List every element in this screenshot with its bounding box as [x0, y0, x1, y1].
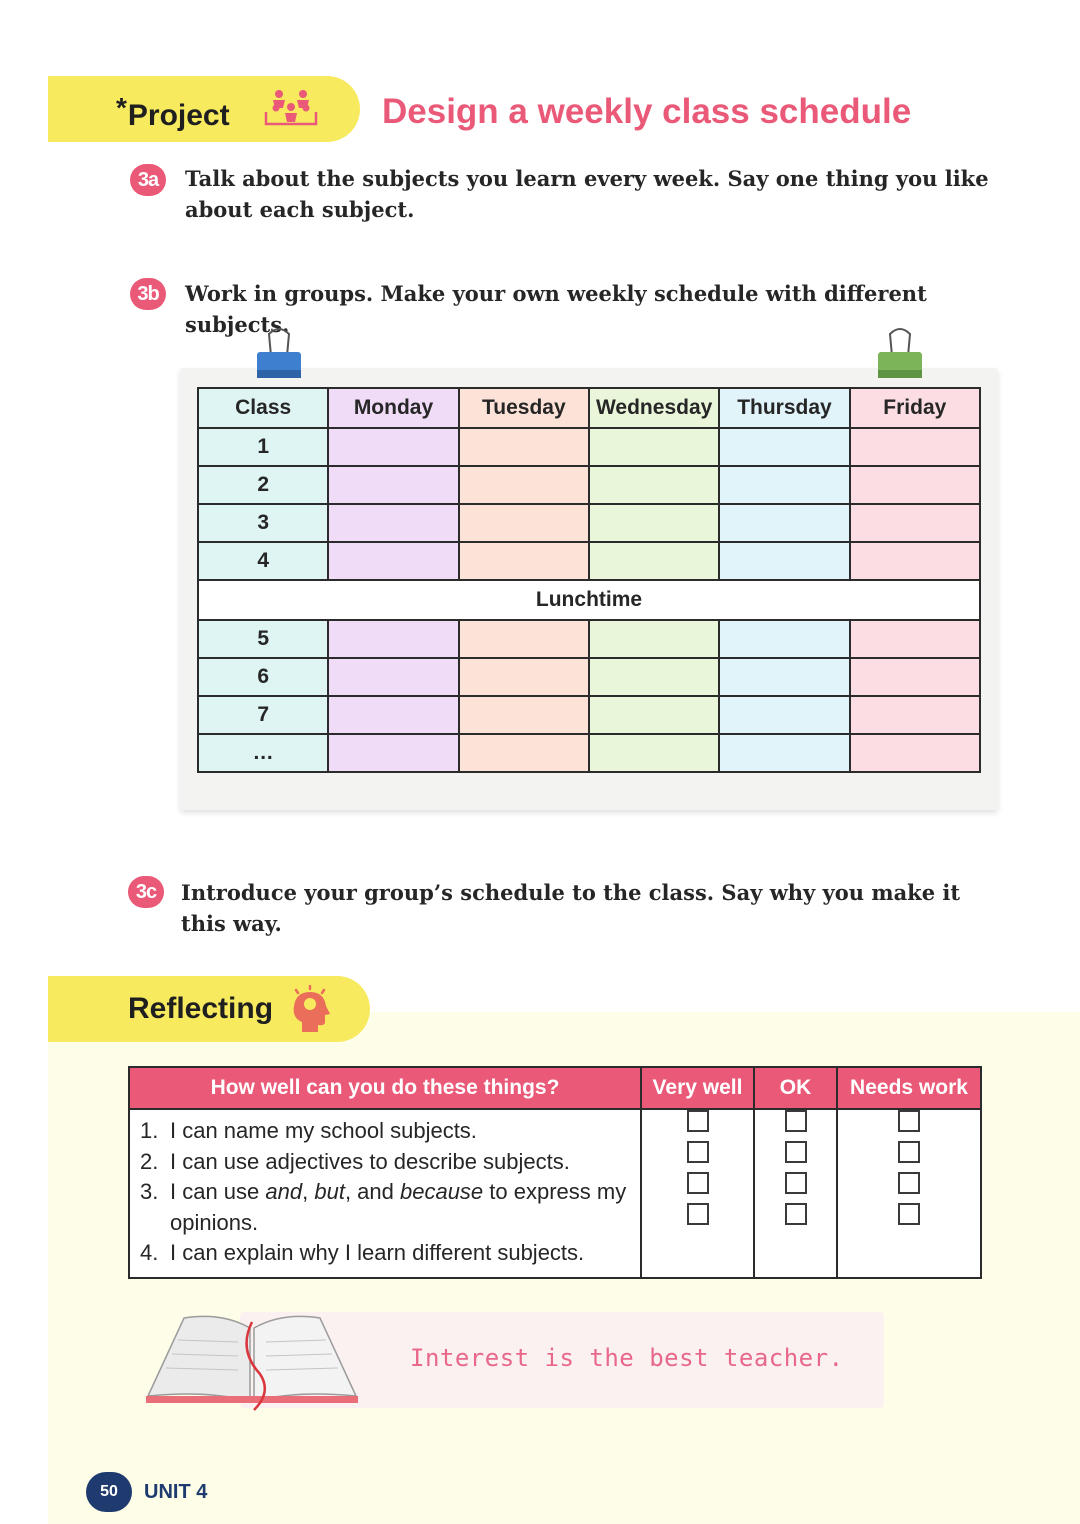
- checkbox[interactable]: [898, 1203, 920, 1225]
- schedule-cell[interactable]: [328, 696, 458, 734]
- reflecting-label: Reflecting: [128, 992, 274, 1025]
- class-number: 7: [198, 696, 328, 734]
- lunch-row: [198, 580, 980, 620]
- schedule-cell[interactable]: [459, 542, 589, 580]
- schedule-row: [198, 658, 980, 696]
- class-number: 2: [198, 466, 328, 504]
- statement-item: [140, 1238, 632, 1269]
- needs-work-checkboxes: [837, 1109, 981, 1278]
- page-number: 50: [86, 1472, 132, 1512]
- schedule-row: [198, 466, 980, 504]
- task-badge-3c: 3c: [128, 876, 164, 908]
- schedule-row: [198, 504, 980, 542]
- schedule-cell[interactable]: [459, 504, 589, 542]
- ok-checkboxes: [754, 1109, 837, 1278]
- schedule-cell[interactable]: [589, 658, 719, 696]
- task-badge-3b: 3b: [130, 278, 166, 310]
- checkbox[interactable]: [898, 1172, 920, 1194]
- class-number: 6: [198, 658, 328, 696]
- task-badge-3a: 3a: [130, 164, 166, 196]
- schedule-cell[interactable]: [459, 696, 589, 734]
- class-number: 3: [198, 504, 328, 542]
- schedule-cell[interactable]: [328, 542, 458, 580]
- schedule-cell[interactable]: [850, 428, 980, 466]
- schedule-cell[interactable]: [589, 466, 719, 504]
- checkbox[interactable]: [898, 1110, 920, 1132]
- statement-part: I can use: [170, 1179, 266, 1204]
- statement-italic-word: and: [265, 1179, 303, 1204]
- schedule-cell[interactable]: [328, 428, 458, 466]
- schedule-cell[interactable]: [589, 620, 719, 658]
- binder-clip-blue-icon: [255, 326, 303, 382]
- asterisk-mark: *: [116, 92, 127, 123]
- checkbox[interactable]: [785, 1141, 807, 1163]
- statement-number: 1.: [140, 1118, 159, 1143]
- schedule-cell[interactable]: [850, 466, 980, 504]
- schedule-row: [198, 696, 980, 734]
- statement-part: ,: [302, 1179, 315, 1204]
- statement-item: [140, 1177, 632, 1238]
- schedule-cell[interactable]: [328, 734, 458, 772]
- checkbox[interactable]: [687, 1203, 709, 1225]
- schedule-cell[interactable]: [328, 466, 458, 504]
- statement-item: [140, 1147, 632, 1178]
- schedule-cell[interactable]: [850, 620, 980, 658]
- schedule-row: [198, 542, 980, 580]
- assessment-question-header: How well can you do these things?: [129, 1067, 641, 1109]
- header-needs-work: Needs work: [837, 1067, 981, 1109]
- statement-number: 4.: [140, 1240, 159, 1265]
- task-instruction-3c: Introduce your group’s schedule to the class. Say why you make it this way.: [181, 880, 961, 936]
- schedule-row: [198, 620, 980, 658]
- checkbox[interactable]: [898, 1141, 920, 1163]
- class-number: 5: [198, 620, 328, 658]
- statement-text: I can name my school subjects.: [170, 1118, 477, 1143]
- schedule-cell[interactable]: [850, 696, 980, 734]
- lunchtime-label: Lunchtime: [198, 580, 980, 620]
- schedule-cell[interactable]: [850, 658, 980, 696]
- schedule-cell[interactable]: [719, 734, 849, 772]
- schedule-cell[interactable]: [850, 542, 980, 580]
- schedule-row: [198, 734, 980, 772]
- checkbox[interactable]: [785, 1110, 807, 1132]
- schedule-cell[interactable]: [719, 504, 849, 542]
- statement-italic-word: because: [399, 1179, 484, 1204]
- weekly-schedule-table: [197, 387, 981, 773]
- statement-text: [170, 1177, 632, 1238]
- schedule-cell[interactable]: [328, 620, 458, 658]
- class-number: …: [198, 734, 328, 772]
- schedule-cell[interactable]: [719, 620, 849, 658]
- checkbox[interactable]: [785, 1203, 807, 1225]
- task-instruction-3a: Talk about the subjects you learn every week. Say one thing you like about each subject.: [185, 166, 989, 222]
- header-thursday: Thursday: [719, 388, 849, 428]
- schedule-cell[interactable]: [850, 734, 980, 772]
- schedule-cell[interactable]: [459, 734, 589, 772]
- statement-number: 2.: [140, 1148, 159, 1174]
- statement-number: 3.: [140, 1179, 159, 1204]
- schedule-cell[interactable]: [719, 542, 849, 580]
- schedule-cell[interactable]: [719, 658, 849, 696]
- header-very-well: Very well: [641, 1067, 754, 1109]
- schedule-cell[interactable]: [459, 428, 589, 466]
- self-assessment-table: [128, 1066, 982, 1279]
- header-wednesday: Wednesday: [589, 388, 719, 428]
- statement-italic-word: but: [314, 1179, 345, 1204]
- schedule-cell[interactable]: [719, 428, 849, 466]
- schedule-cell[interactable]: [589, 734, 719, 772]
- class-number: 1: [198, 428, 328, 466]
- schedule-cell[interactable]: [459, 620, 589, 658]
- schedule-cell[interactable]: [719, 466, 849, 504]
- schedule-cell[interactable]: [850, 504, 980, 542]
- checkbox[interactable]: [785, 1172, 807, 1194]
- binder-clip-green-icon: [876, 326, 924, 382]
- schedule-cell[interactable]: [589, 504, 719, 542]
- schedule-header-row: [198, 388, 980, 428]
- statement-item: [140, 1116, 632, 1147]
- header-class: Class: [198, 388, 328, 428]
- motto-text: Interest is the best teacher.: [410, 1344, 844, 1372]
- class-number: 4: [198, 542, 328, 580]
- statement-part: to express my opinions.: [170, 1179, 627, 1235]
- schedule-cell[interactable]: [328, 658, 458, 696]
- checkbox[interactable]: [687, 1110, 709, 1132]
- statement-text: I can explain why I learn different subjects.: [170, 1240, 585, 1265]
- project-label-text: Project: [127, 99, 230, 132]
- project-title: Design a weekly class schedule: [382, 92, 912, 131]
- checkbox[interactable]: [687, 1141, 709, 1163]
- task-instruction-3b: Work in groups. Make your own weekly schedule with different subjects.: [185, 281, 927, 337]
- header-ok: OK: [754, 1067, 837, 1109]
- schedule-cell[interactable]: [589, 696, 719, 734]
- schedule-cell[interactable]: [328, 504, 458, 542]
- unit-label: UNIT 4: [144, 1481, 208, 1503]
- schedule-cell[interactable]: [459, 658, 589, 696]
- project-label: [116, 92, 230, 133]
- assessment-body-row: [129, 1109, 981, 1278]
- header-monday: Monday: [328, 388, 458, 428]
- schedule-cell[interactable]: [459, 466, 589, 504]
- schedule-row: [198, 428, 980, 466]
- statements-cell: [129, 1109, 641, 1278]
- schedule-cell[interactable]: [589, 428, 719, 466]
- open-book-icon: [142, 1310, 362, 1414]
- schedule-cell[interactable]: [589, 542, 719, 580]
- statement-part: , and: [344, 1179, 400, 1204]
- thinking-head-icon: [288, 984, 334, 1034]
- assessment-header-row: [129, 1067, 981, 1109]
- header-friday: Friday: [850, 388, 980, 428]
- schedule-cell[interactable]: [719, 696, 849, 734]
- very-well-checkboxes: [641, 1109, 754, 1278]
- statement-text: I can use adjectives to describe subjects.: [170, 1148, 570, 1174]
- checkbox[interactable]: [687, 1172, 709, 1194]
- group-work-icon: [262, 88, 320, 130]
- header-tuesday: Tuesday: [459, 388, 589, 428]
